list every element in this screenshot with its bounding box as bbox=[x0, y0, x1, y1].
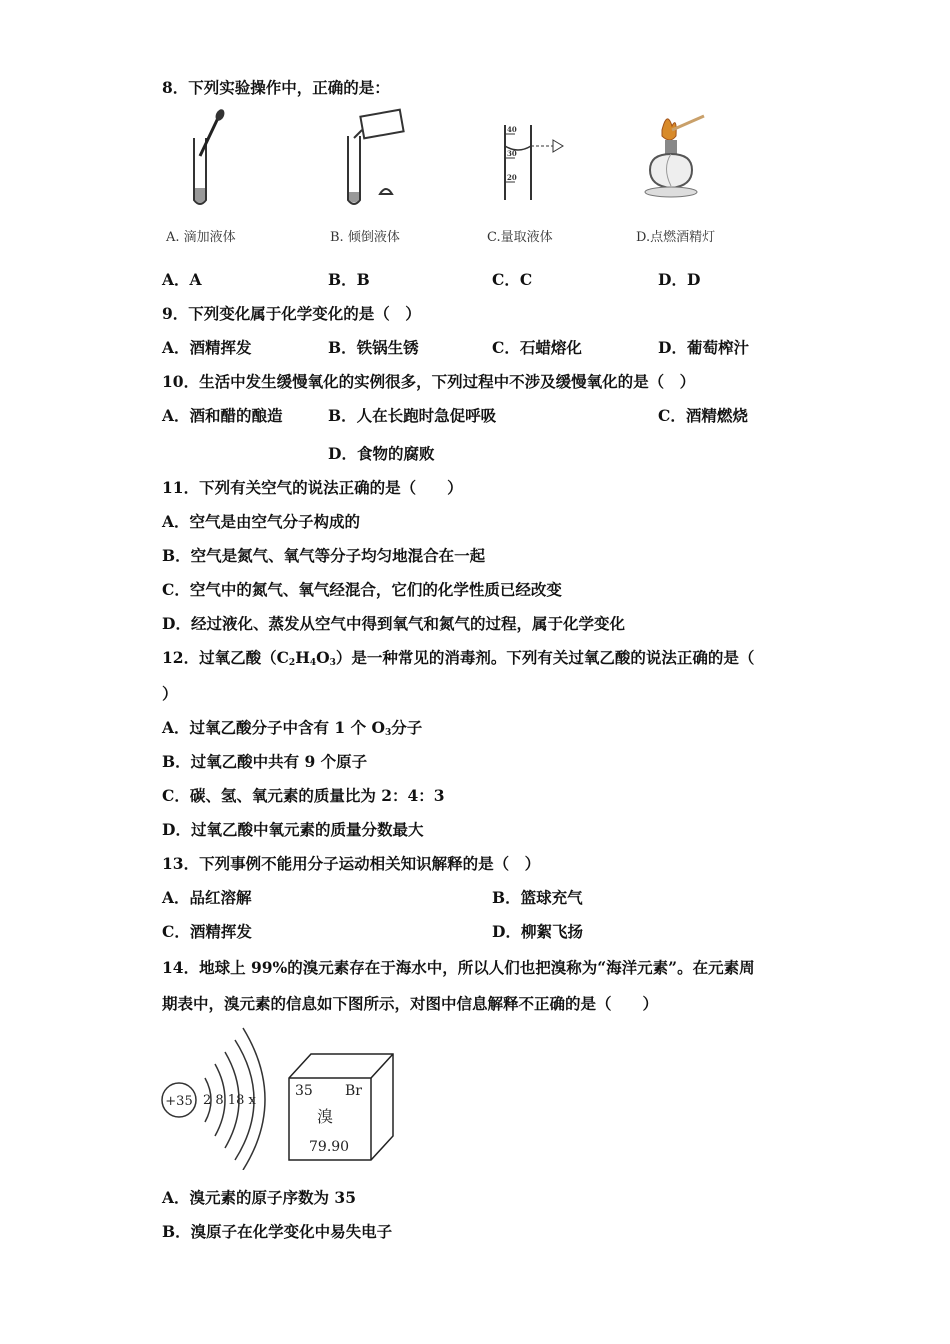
q10-option-d: D．食物的腐败 bbox=[328, 444, 435, 463]
q9-stem: 9．下列变化属于化学变化的是（ ） bbox=[162, 304, 421, 323]
q9-option-d: D．葡萄榨汁 bbox=[658, 338, 749, 357]
q11-option-d: D．经过液化、蒸发从空气中得到氧气和氮气的过程，属于化学变化 bbox=[162, 614, 625, 633]
element-name: 溴 bbox=[317, 1107, 334, 1126]
cylinder-tick-40: 40 bbox=[507, 125, 517, 134]
q12-option-a: A．过氧乙酸分子中含有 1 个 $O_3$分子 bbox=[162, 718, 423, 738]
element-atomic-number: 35 bbox=[295, 1083, 313, 1099]
q10-option-a: A．酒和醋的酿造 bbox=[162, 406, 283, 425]
alcohol-lamp-figure bbox=[632, 108, 712, 208]
element-symbol: Br bbox=[345, 1083, 362, 1099]
cylinder-tick-30: 30 bbox=[507, 149, 517, 158]
dropper-figure bbox=[180, 108, 240, 208]
q13-option-b: B．篮球充气 bbox=[492, 888, 583, 907]
q10-option-b: B．人在长跑时急促呼吸 bbox=[328, 406, 497, 425]
q14-option-b: B．溴原子在化学变化中易失电子 bbox=[162, 1222, 393, 1241]
q13-option-a: A．品红溶解 bbox=[162, 888, 252, 907]
q14-stem-line2: 期表中，溴元素的信息如下图所示，对图中信息解释不正确的是（ ） bbox=[162, 994, 659, 1013]
q12-option-b: B．过氧乙酸中共有 9 个原子 bbox=[162, 752, 368, 771]
q12-stem: 12．过氧乙酸$(C_2H_4O_3)$是一种常见的消毒剂。下列有关过氧乙酸的说法正确的是（ bbox=[162, 648, 755, 668]
element-atomic-mass: 79.90 bbox=[309, 1139, 350, 1155]
q13-option-c: C．酒精挥发 bbox=[162, 922, 252, 941]
atom-shell-electrons: 2 8 18 x bbox=[203, 1093, 256, 1108]
q11-option-c: C．空气中的氮气、氧气经混合，它们的化学性质已经改变 bbox=[162, 580, 562, 599]
q8-option-b: B．B bbox=[328, 270, 370, 289]
q8-option-d: D．D bbox=[658, 270, 701, 289]
q9-option-c: C．石蜡熔化 bbox=[492, 338, 582, 357]
q13-stem: 13．下列事例不能用分子运动相关知识解释的是（ ） bbox=[162, 854, 541, 873]
q9-option-b: B．铁锅生锈 bbox=[328, 338, 419, 357]
pouring-figure bbox=[330, 108, 415, 208]
q12-option-c: C．碳、氢、氧元素的质量比为 2：4：3 bbox=[162, 786, 445, 805]
q13-option-d: D．柳絮飞扬 bbox=[492, 922, 583, 941]
q14-stem-line1: 14．地球上 99%的溴元素存在于海水中，所以人们也把溴称为“海洋元素”。在元素周 bbox=[162, 958, 755, 977]
q8-caption-c: C.量取液体 bbox=[487, 230, 553, 245]
q12-option-d: D．过氧乙酸中氧元素的质量分数最大 bbox=[162, 820, 424, 839]
atom-nucleus-label: +35 bbox=[165, 1094, 193, 1109]
q12-stem-continued: ） bbox=[162, 684, 178, 703]
q8-caption-b: B. 倾倒液体 bbox=[330, 230, 400, 245]
q8-option-a: A．A bbox=[162, 270, 202, 289]
cylinder-tick-20: 20 bbox=[507, 173, 517, 182]
q8-caption-a: A. 滴加液体 bbox=[166, 230, 236, 245]
q8-option-c: C．C bbox=[492, 270, 533, 289]
q8-caption-d: D.点燃酒精灯 bbox=[636, 230, 716, 245]
q9-option-a: A．酒精挥发 bbox=[162, 338, 252, 357]
q8-stem: 8．下列实验操作中，正确的是： bbox=[162, 78, 390, 97]
bromine-atom-structure bbox=[155, 1020, 285, 1170]
q11-option-a: A．空气是由空气分子构成的 bbox=[162, 512, 361, 531]
q11-option-b: B．空气是氮气、氧气等分子均匀地混合在一起 bbox=[162, 546, 486, 565]
q11-stem: 11．下列有关空气的说法正确的是（ ） bbox=[162, 478, 463, 497]
q14-option-a: A．溴元素的原子序数为 35 bbox=[162, 1188, 356, 1207]
cylinder-figure bbox=[495, 120, 575, 205]
q10-stem: 10．生活中发生缓慢氧化的实例很多，下列过程中不涉及缓慢氧化的是（ ） bbox=[162, 372, 696, 391]
bromine-element-box bbox=[285, 1050, 400, 1168]
q10-option-c: C．酒精燃烧 bbox=[658, 406, 748, 425]
